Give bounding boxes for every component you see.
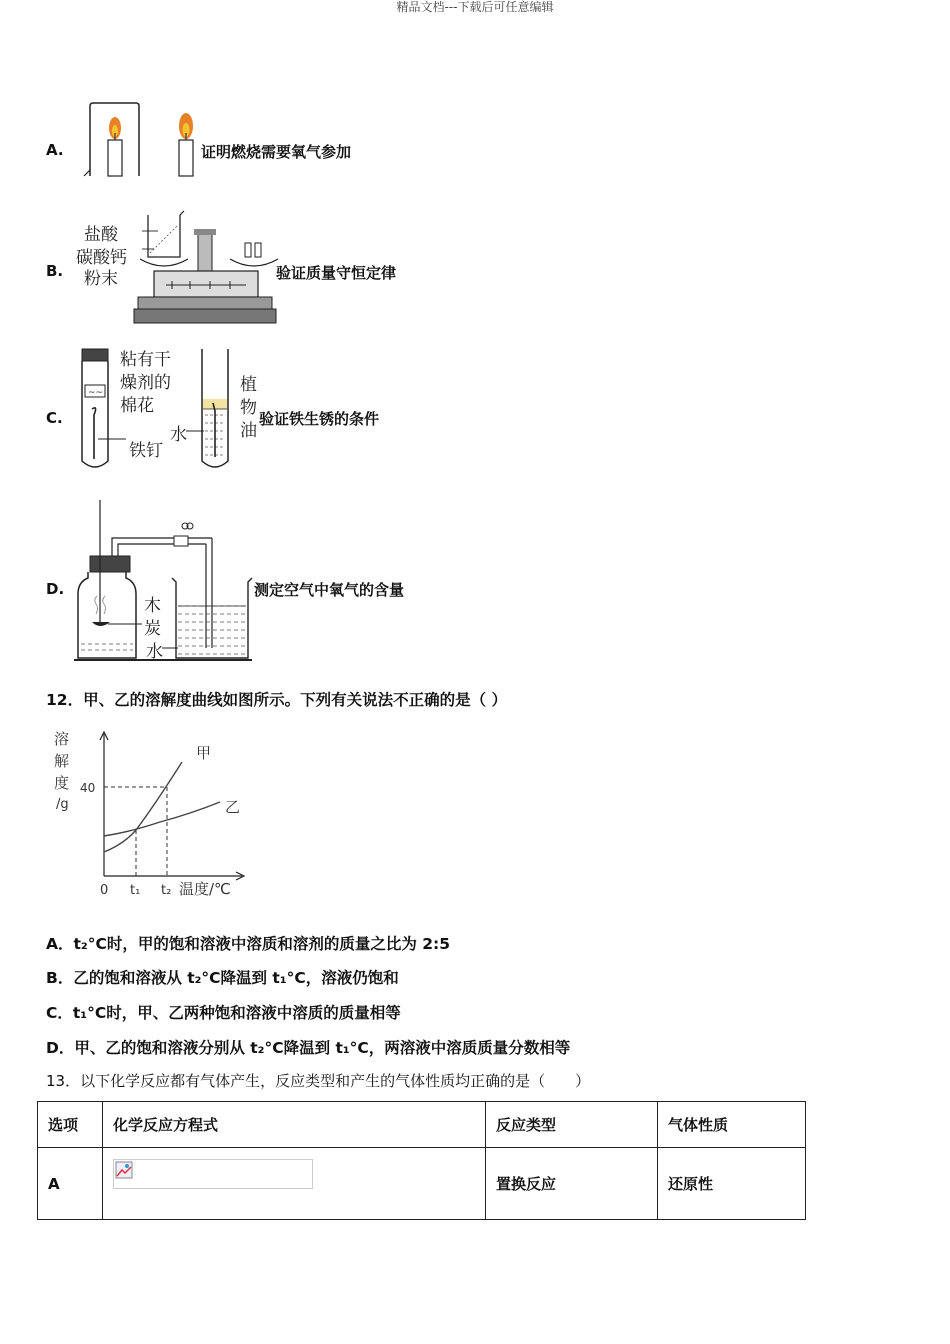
label-powder: 粉末 xyxy=(84,269,118,289)
header-reaction-type: 反应类型 xyxy=(486,1102,658,1148)
label-water-d: 水 xyxy=(146,642,163,662)
origin-label: 0 xyxy=(100,883,109,898)
curve-jia-label: 甲 xyxy=(196,744,212,762)
label-oil-2: 物 xyxy=(240,398,257,418)
row-a-option: A xyxy=(38,1148,103,1220)
option-d-letter: D. xyxy=(46,580,65,598)
y-tick-40: 40 xyxy=(80,781,96,795)
t2-label: t₂ xyxy=(161,883,172,898)
label-dry-cotton-3: 棉花 xyxy=(120,396,154,416)
equation-image-placeholder xyxy=(113,1159,313,1189)
label-oil-1: 植 xyxy=(240,375,257,395)
x-axis-label: 温度/℃ xyxy=(179,880,231,898)
option-d-caption: 测定空气中氧气的含量 xyxy=(254,581,405,599)
label-water-c: 水 xyxy=(170,425,187,445)
label-dry-cotton-2: 燥剂的 xyxy=(120,373,171,393)
option-b-letter: B. xyxy=(46,262,64,280)
question-12-stem: 12．甲、乙的溶解度曲线如图所示。下列有关说法不正确的是（ ） xyxy=(46,691,507,709)
label-calcium-carbonate: 碳酸钙 xyxy=(76,248,127,268)
ylabel-char-1: 溶 xyxy=(54,730,70,748)
row-a-reaction-type: 置换反应 xyxy=(486,1148,658,1220)
balance-figure xyxy=(120,205,280,327)
oxygen-measurement-figure xyxy=(72,498,257,664)
curve-yi-label: 乙 xyxy=(225,798,241,816)
option-a-caption: 证明燃烧需要氧气参加 xyxy=(201,143,352,161)
label-oil-3: 油 xyxy=(240,421,257,441)
curve-jia xyxy=(104,762,182,852)
q12-answer-c: C．t₁°C时，甲、乙两种饱和溶液中溶质的质量相等 xyxy=(46,1004,401,1022)
row-a-equation xyxy=(103,1148,486,1220)
page-header-watermark: 精品文档---下载后可任意编辑 xyxy=(396,0,554,14)
header-option: 选项 xyxy=(38,1102,103,1148)
option-a-letter: A. xyxy=(46,141,64,159)
label-hydrochloric-acid: 盐酸 xyxy=(84,225,118,245)
candle-jar-figure xyxy=(76,100,202,182)
svg-text:~~: ~~ xyxy=(88,388,104,398)
t1-label: t₁ xyxy=(130,883,141,898)
ylabel-char-2: 解 xyxy=(54,752,70,770)
option-b-caption: 验证质量守恒定律 xyxy=(276,264,397,282)
label-iron-nail: 铁钉 xyxy=(129,441,163,461)
question-13-stem: 13．以下化学反应都有气体产生，反应类型和产生的气体性质均正确的是（ ） xyxy=(46,1072,591,1090)
q12-answer-a: A．t₂°C时，甲的饱和溶液中溶质和溶剂的质量之比为 2:5 xyxy=(46,935,450,953)
ylabel-unit: /g xyxy=(56,797,69,812)
header-equation: 化学反应方程式 xyxy=(103,1102,486,1148)
row-a-gas-property: 还原性 xyxy=(658,1148,806,1220)
question-13-table xyxy=(37,1101,806,1220)
label-dry-cotton-1: 粘有干 xyxy=(120,350,171,370)
q12-answer-d: D．甲、乙的饱和溶液分别从 t₂°C降温到 t₁°C，两溶液中溶质质量分数相等 xyxy=(46,1039,571,1057)
broken-image-icon xyxy=(115,1161,133,1179)
header-gas-property: 气体性质 xyxy=(658,1102,806,1148)
solubility-curve-figure xyxy=(50,726,250,902)
table-header-row xyxy=(38,1102,806,1148)
curve-yi xyxy=(104,802,220,836)
table-row xyxy=(38,1148,806,1220)
q12-answer-b: B．乙的饱和溶液从 t₂°C降温到 t₁°C，溶液仍饱和 xyxy=(46,969,399,987)
label-charcoal-1: 木 xyxy=(144,596,161,616)
option-c-caption: 验证铁生锈的条件 xyxy=(259,410,380,428)
label-charcoal-2: 炭 xyxy=(144,619,161,639)
option-c-letter: C. xyxy=(46,409,63,427)
ylabel-char-3: 度 xyxy=(54,774,70,792)
